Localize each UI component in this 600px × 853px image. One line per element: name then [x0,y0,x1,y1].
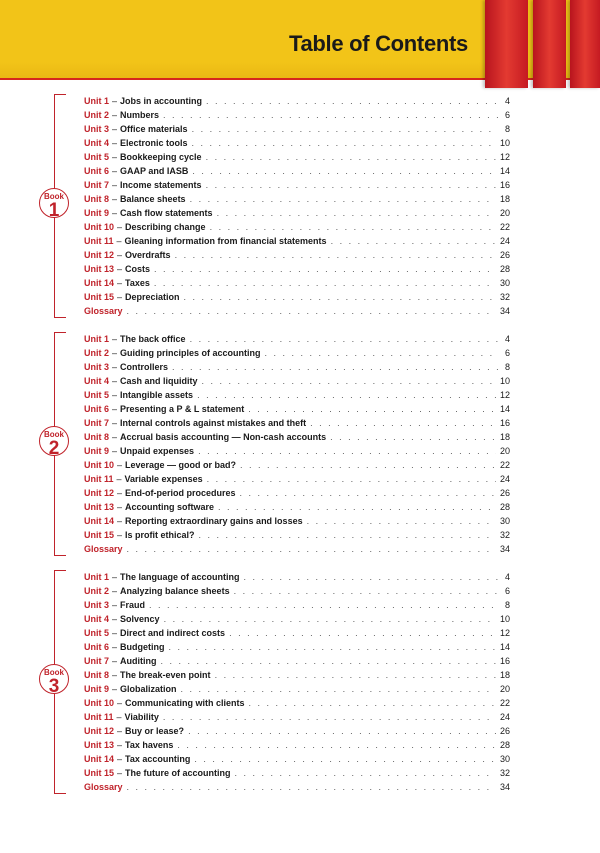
entry-separator: – [112,138,118,148]
dot-leader [307,514,496,528]
entry-page-number: 30 [499,754,510,764]
entry-page-number: 30 [499,278,510,288]
entry-page-number: 6 [504,586,510,596]
toc-entry[interactable] [84,444,510,458]
entry-title: The language of accounting [120,572,240,582]
entry-title: Describing change [125,222,206,232]
toc-entry[interactable] [84,136,510,150]
entry-unit-label: Unit 11 [84,236,114,246]
entry-separator: – [112,432,118,442]
entry-title: Numbers [120,110,160,120]
dot-leader [192,122,498,136]
entry-separator: – [112,208,118,218]
toc-entry[interactable] [84,332,510,346]
entry-separator: – [112,124,118,134]
toc-entry[interactable] [84,150,510,164]
entry-title: Electronic tools [120,138,188,148]
dot-leader [190,332,498,346]
toc-entry[interactable] [84,654,510,668]
entry-unit-label: Unit 10 [84,460,115,470]
toc-entry[interactable] [84,626,510,640]
dot-leader [163,710,496,724]
entry-page-number: 28 [499,264,510,274]
entry-unit-label: Unit 1 [84,334,110,344]
entry-page-number: 10 [499,138,510,148]
dot-leader [177,738,496,752]
entry-separator: – [117,516,123,526]
entry-separator: – [117,768,123,778]
entry-title: The back office [120,334,186,344]
entry-separator: – [117,754,123,764]
entry-page-number: 4 [504,96,510,106]
toc-entry[interactable] [84,682,510,696]
page-title: Table of Contents [288,31,468,56]
dot-leader [330,430,496,444]
dot-leader [210,220,496,234]
book-badge-label: Book [44,192,64,201]
toc-entry[interactable] [84,192,510,206]
entry-page-number: 18 [499,432,510,442]
entry-separator: – [112,194,118,204]
entry-separator: – [116,474,122,484]
toc-entry[interactable] [84,360,510,374]
dot-leader [127,780,496,794]
entry-separator: – [117,292,123,302]
dot-leader [154,276,496,290]
entry-separator: – [117,530,123,540]
entry-unit-label: Unit 15 [84,768,115,778]
entry-unit-label: Unit 11 [84,474,114,484]
toc-entry[interactable] [84,724,510,738]
entry-page-number: 10 [499,614,510,624]
dot-leader [190,192,496,206]
book-badge [39,426,69,459]
toc-entry[interactable] [84,206,510,220]
entry-page-number: 18 [499,670,510,680]
entry-unit-label: Unit 5 [84,390,110,400]
entry-separator: – [117,698,123,708]
entry-unit-label: Unit 9 [84,446,110,456]
dot-leader [181,682,496,696]
entry-title: Tax accounting [125,754,191,764]
toc-entry[interactable] [84,178,510,192]
entry-separator: – [112,642,118,652]
entry-separator: – [117,740,123,750]
toc-entry[interactable] [84,122,510,136]
entry-page-number: 14 [499,642,510,652]
toc-entry[interactable] [84,598,510,612]
entry-unit-label: Unit 5 [84,152,110,162]
toc-entry[interactable] [84,108,510,122]
entry-page-number: 4 [504,572,510,582]
toc-entry[interactable] [84,696,510,710]
entry-page-number: 10 [499,376,510,386]
entry-unit-label: Unit 8 [84,670,110,680]
entry-unit-label: Unit 10 [84,698,115,708]
dot-leader [310,416,496,430]
dot-leader [248,402,496,416]
entry-page-number: 34 [499,306,510,316]
book-badge-label: Book [44,430,64,439]
entry-page-number: 16 [499,180,510,190]
entry-unit-label: Unit 6 [84,166,110,176]
entry-unit-label: Unit 14 [84,516,115,526]
dot-leader [240,486,496,500]
dot-leader [192,136,496,150]
toc-entry[interactable] [84,528,510,542]
entry-title: Taxes [125,278,150,288]
dot-leader [172,360,498,374]
entry-unit-label: Unit 4 [84,614,110,624]
entry-separator: – [112,166,118,176]
entry-title: Communicating with clients [125,698,245,708]
entry-page-number: 34 [499,544,510,554]
entry-separator: – [112,670,118,680]
entry-separator: – [112,376,118,386]
book-badge-number: 3 [48,676,60,697]
entry-unit-label: Unit 7 [84,656,110,666]
entry-page-number: 12 [499,390,510,400]
entry-unit-label: Glossary [84,544,123,554]
entry-separator: – [117,250,123,260]
entry-unit-label: Unit 13 [84,740,115,750]
entry-unit-label: Glossary [84,306,123,316]
dot-leader [235,766,496,780]
book-entry-list [84,570,510,794]
entry-page-number: 26 [499,250,510,260]
entry-unit-label: Unit 7 [84,180,110,190]
entry-separator: – [112,572,118,582]
entry-separator: – [112,362,118,372]
book-badge [39,188,69,221]
toc-entry[interactable] [84,94,510,108]
entry-unit-label: Unit 11 [84,712,114,722]
entry-unit-label: Unit 12 [84,726,115,736]
entry-title: Reporting extraordinary gains and losses [125,516,303,526]
entry-unit-label: Unit 5 [84,628,110,638]
entry-unit-label: Unit 8 [84,194,110,204]
book-entry-list [84,94,510,318]
entry-separator: – [112,390,118,400]
entry-separator: – [112,152,118,162]
toc-entry[interactable] [84,430,510,444]
entry-separator: – [117,488,123,498]
entry-separator: – [112,334,118,344]
entry-unit-label: Unit 13 [84,502,115,512]
entry-separator: – [112,586,118,596]
entry-page-number: 22 [499,460,510,470]
toc-entry[interactable] [84,374,510,388]
book-badge-number: 1 [48,200,60,221]
entry-title: Direct and indirect costs [120,628,226,638]
toc-entry[interactable] [84,346,510,360]
dot-leader [229,626,496,640]
entry-title: Presenting a P & L statement [120,404,245,414]
decorative-tab [485,0,528,88]
entry-unit-label: Unit 3 [84,124,110,134]
entry-separator: – [116,236,122,246]
entry-separator: – [117,278,123,288]
entry-title: Income statements [120,180,202,190]
entry-page-number: 24 [499,474,510,484]
toc-entry[interactable] [84,234,510,248]
entry-separator: – [112,404,118,414]
dot-leader [202,374,496,388]
entry-separator: – [117,264,123,274]
entry-unit-label: Unit 15 [84,292,115,302]
entry-separator: – [112,614,118,624]
entry-separator: – [112,418,118,428]
entry-title: Bookkeeping cycle [120,152,202,162]
entry-unit-label: Unit 1 [84,96,110,106]
entry-title: Buy or lease? [125,726,185,736]
toc-entry[interactable] [84,402,510,416]
entry-title: Depreciation [125,292,180,302]
toc-entry[interactable] [84,640,510,654]
toc-entry[interactable] [84,290,510,304]
dot-leader [188,724,496,738]
entry-page-number: 6 [504,110,510,120]
entry-title: Solvency [120,614,160,624]
dot-leader [218,500,496,514]
decorative-tab [570,0,600,88]
entry-separator: – [117,726,123,736]
entry-title: Controllers [120,362,169,372]
entry-title: The future of accounting [125,768,231,778]
toc-entry[interactable] [84,276,510,290]
decorative-tab [533,0,566,88]
entry-page-number: 16 [499,656,510,666]
toc-entry[interactable] [84,514,510,528]
entry-separator: – [112,180,118,190]
entry-title: Unpaid expenses [120,446,195,456]
toc-entry[interactable] [84,262,510,276]
entry-page-number: 32 [499,768,510,778]
toc-entry[interactable] [84,612,510,626]
entry-unit-label: Unit 9 [84,684,110,694]
dot-leader [175,248,496,262]
toc-entry[interactable] [84,472,510,486]
entry-separator: – [112,628,118,638]
dot-leader [206,178,496,192]
toc-entry[interactable] [84,780,510,794]
entry-unit-label: Unit 2 [84,348,110,358]
entry-page-number: 28 [499,502,510,512]
entry-title: Jobs in accounting [120,96,203,106]
book-badge [39,664,69,697]
dot-leader [164,612,496,626]
entry-separator: – [112,600,118,610]
entry-title: Fraud [120,600,146,610]
dot-leader [206,94,498,108]
entry-page-number: 14 [499,166,510,176]
entry-title: The break-even point [120,670,211,680]
dot-leader [249,696,496,710]
entry-unit-label: Glossary [84,782,123,792]
entry-unit-label: Unit 2 [84,586,110,596]
entry-page-number: 34 [499,782,510,792]
entry-title: Balance sheets [120,194,186,204]
entry-title: Budgeting [120,642,165,652]
dot-leader [184,290,496,304]
entry-separator: – [117,502,123,512]
dot-leader [206,150,496,164]
entry-unit-label: Unit 2 [84,110,110,120]
entry-title: Costs [125,264,151,274]
entry-unit-label: Unit 6 [84,642,110,652]
entry-page-number: 32 [499,530,510,540]
dot-leader [240,458,496,472]
toc-entry[interactable] [84,766,510,780]
entry-page-number: 24 [499,712,510,722]
entry-unit-label: Unit 13 [84,264,115,274]
toc-entry[interactable] [84,304,510,318]
entry-page-number: 12 [499,152,510,162]
entry-page-number: 26 [499,726,510,736]
entry-separator: – [112,656,118,666]
dot-leader [234,584,498,598]
entry-page-number: 8 [504,600,510,610]
dot-leader [331,234,496,248]
dot-leader [199,528,496,542]
dot-leader [194,752,496,766]
entry-title: Leverage — good or bad? [125,460,237,470]
entry-page-number: 28 [499,740,510,750]
toc-entry[interactable] [84,248,510,262]
entry-separator: – [112,446,118,456]
dot-leader [198,444,496,458]
toc-entry[interactable] [84,668,510,682]
entry-page-number: 12 [499,628,510,638]
entry-page-number: 8 [504,124,510,134]
entry-unit-label: Unit 8 [84,432,110,442]
entry-page-number: 24 [499,236,510,246]
dot-leader [197,388,496,402]
dot-leader [192,164,496,178]
entry-page-number: 26 [499,488,510,498]
dot-leader [169,640,496,654]
entry-unit-label: Unit 14 [84,278,115,288]
entry-separator: – [112,684,118,694]
dot-leader [127,304,496,318]
entry-page-number: 8 [504,362,510,372]
toc-entry[interactable] [84,388,510,402]
entry-title: Cash flow statements [120,208,213,218]
entry-unit-label: Unit 10 [84,222,115,232]
dot-leader [207,472,496,486]
entry-title: Intangible assets [120,390,194,400]
entry-unit-label: Unit 12 [84,488,115,498]
entry-title: Viability [124,712,159,722]
toc-entry[interactable] [84,416,510,430]
toc-entry[interactable] [84,220,510,234]
dot-leader [149,598,498,612]
entry-title: Guiding principles of accounting [120,348,261,358]
entry-unit-label: Unit 15 [84,530,115,540]
dot-leader [244,570,498,584]
entry-unit-label: Unit 3 [84,600,110,610]
dot-leader [154,262,496,276]
entry-separator: – [112,348,118,358]
entry-unit-label: Unit 12 [84,250,115,260]
entry-title: Auditing [120,656,157,666]
entry-page-number: 30 [499,516,510,526]
entry-title: Globalization [120,684,177,694]
dot-leader [217,206,496,220]
toc-entry[interactable] [84,752,510,766]
entry-page-number: 22 [499,222,510,232]
entry-title: Office materials [120,124,188,134]
entry-title: Tax havens [125,740,174,750]
dot-leader [215,668,496,682]
entry-separator: – [117,222,123,232]
entry-title: Variable expenses [124,474,203,484]
entry-title: End-of-period procedures [125,488,236,498]
toc-entry[interactable] [84,500,510,514]
entry-separator: – [112,110,118,120]
entry-title: Is profit ethical? [125,530,195,540]
entry-unit-label: Unit 1 [84,572,110,582]
entry-title: Overdrafts [125,250,171,260]
entry-page-number: 20 [499,446,510,456]
entry-separator: – [112,96,118,106]
toc-entry[interactable] [84,710,510,724]
entry-title: Cash and liquidity [120,376,198,386]
entry-unit-label: Unit 14 [84,754,115,764]
entry-unit-label: Unit 3 [84,362,110,372]
entry-page-number: 20 [499,684,510,694]
entry-title: Internal controls against mistakes and theft [120,418,307,428]
toc-entry[interactable] [84,584,510,598]
entry-page-number: 6 [504,348,510,358]
entry-title: Analyzing balance sheets [120,586,230,596]
entry-page-number: 18 [499,194,510,204]
entry-unit-label: Unit 9 [84,208,110,218]
dot-leader [265,346,498,360]
entry-title: GAAP and IASB [120,166,189,176]
book-entry-list [84,332,510,556]
entry-title: Accounting software [125,502,215,512]
toc-entry[interactable] [84,570,510,584]
dot-leader [163,108,498,122]
book-badge-label: Book [44,668,64,677]
entry-title: Accrual basis accounting — Non-cash accounts [120,432,327,442]
toc-entry[interactable] [84,542,510,556]
entry-title: Gleaning information from financial statements [124,236,327,246]
entry-page-number: 4 [504,334,510,344]
entry-unit-label: Unit 4 [84,376,110,386]
dot-leader [161,654,496,668]
toc-entry[interactable] [84,738,510,752]
book-badge-number: 2 [48,438,60,459]
entry-unit-label: Unit 4 [84,138,110,148]
entry-separator: – [117,460,123,470]
entry-page-number: 16 [499,418,510,428]
entry-unit-label: Unit 7 [84,418,110,428]
toc-entry[interactable] [84,164,510,178]
toc-entry[interactable] [84,458,510,472]
entry-unit-label: Unit 6 [84,404,110,414]
entry-page-number: 32 [499,292,510,302]
dot-leader [127,542,496,556]
toc-entry[interactable] [84,486,510,500]
entry-page-number: 20 [499,208,510,218]
entry-page-number: 14 [499,404,510,414]
entry-page-number: 22 [499,698,510,708]
entry-separator: – [116,712,122,722]
